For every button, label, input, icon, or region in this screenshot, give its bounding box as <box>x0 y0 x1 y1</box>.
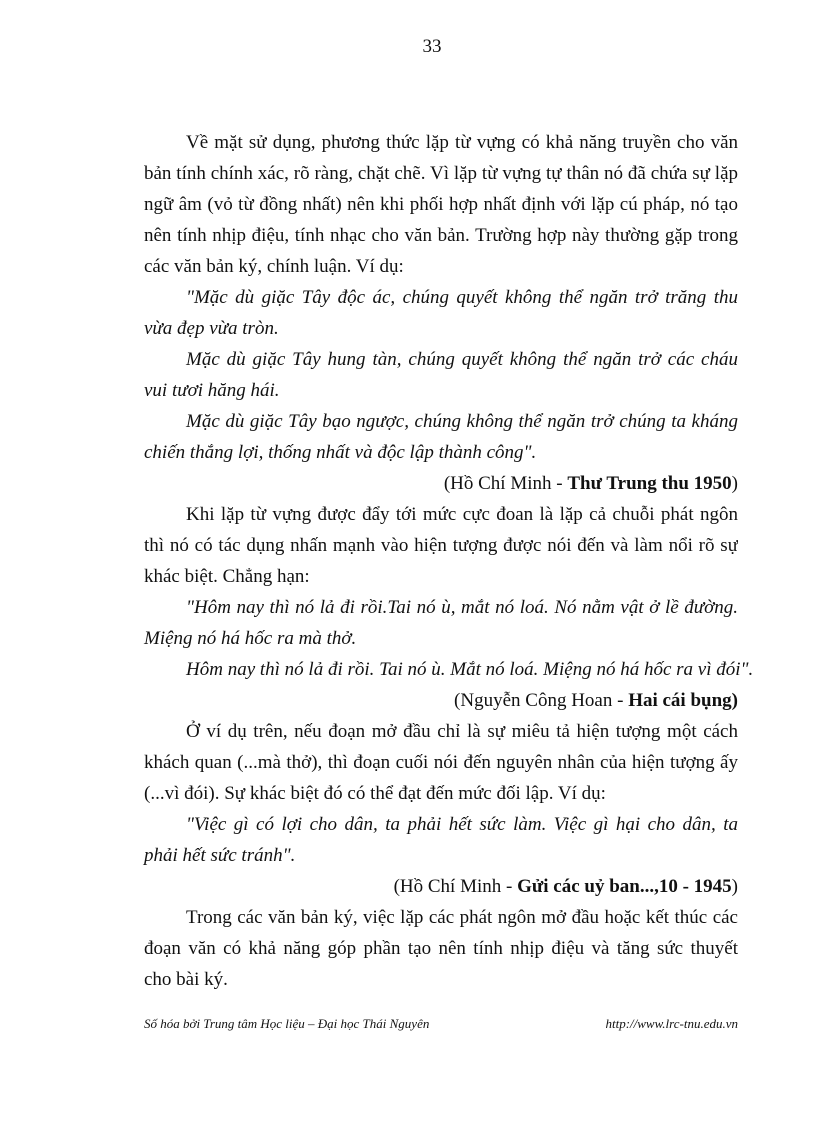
text-line: chiến thắng lợi, thống nhất và độc lập thành công". <box>144 442 537 463</box>
text-line: (...vì đói). Sự khác biệt đó có thể đạt đến mức đối lập. Ví dụ: <box>144 783 606 804</box>
paragraph <box>144 127 738 282</box>
quotation <box>144 592 738 654</box>
citation-title: Hai cái bụng) <box>628 690 738 711</box>
citation <box>144 468 738 499</box>
text-line: phải hết sức tránh". <box>144 845 296 866</box>
citation-author: (Nguyễn Công Hoan - <box>454 690 629 711</box>
text-line: Mặc dù giặc Tây hung tàn, chúng quyết không thể ngăn trở các cháu <box>186 349 738 370</box>
text-line: đoạn văn có khả năng góp phần tạo nên tính nhịp điệu và tăng sức thuyết <box>144 938 738 959</box>
quotation <box>144 282 738 344</box>
text-line: Về mặt sử dụng, phương thức lặp từ vựng có khả năng truyền cho văn <box>186 132 738 153</box>
citation <box>144 685 738 716</box>
citation-line <box>144 468 738 499</box>
citation-author: (Hồ Chí Minh - <box>443 473 568 494</box>
citation-end: ) <box>731 876 738 897</box>
text-line: "Hôm nay thì nó lả đi rồi.Tai nó ù, mắt nó loá. Nó nằm vật ở lề đường. <box>186 597 738 618</box>
text-line: Trong các văn bản ký, việc lặp các phát ngôn mở đầu hoặc kết thúc các <box>186 907 738 928</box>
paragraph <box>144 902 738 995</box>
text-line: "Mặc dù giặc Tây độc ác, chúng quyết không thể ngăn trở trăng thu <box>186 287 738 308</box>
citation <box>144 871 738 902</box>
text-line: thì nó có tác dụng nhấn mạnh vào hiện tượng được nói đến và làm nổi rõ sự <box>144 535 738 556</box>
quotation <box>144 344 738 406</box>
citation-author: (Hồ Chí Minh - <box>393 876 518 897</box>
text-line: "Việc gì có lợi cho dân, ta phải hết sức làm. Việc gì hại cho dân, ta <box>186 814 738 835</box>
text-line: khác biệt. Chẳng hạn: <box>144 566 310 587</box>
footer-url[interactable]: http://www.lrc-tnu.edu.vn <box>605 1016 738 1031</box>
quotation <box>144 654 754 685</box>
citation-line <box>144 685 738 716</box>
text-line: Khi lặp từ vựng được đẩy tới mức cực đoan là lặp cả chuỗi phát ngôn <box>186 504 738 525</box>
paragraph <box>144 716 738 809</box>
quotation <box>144 809 738 871</box>
citation-title: Gửi các uỷ ban...,10 - 1945 <box>517 876 732 897</box>
text-line: Hôm nay thì nó lả đi rồi. Tai nó ù. Mắt nó loá. Miệng nó há hốc ra vì đói". <box>186 659 754 680</box>
text-line: vừa đẹp vừa tròn. <box>144 318 279 339</box>
page-number: 33 <box>422 36 442 57</box>
document-body <box>144 127 754 995</box>
text-line: Ở ví dụ trên, nếu đoạn mở đầu chỉ là sự miêu tả hiện tượng một cách <box>186 721 738 742</box>
citation-title: Thư Trung thu 1950 <box>567 473 732 494</box>
page-footer <box>144 1016 738 1032</box>
text-line: vui tươi hăng hái. <box>144 380 280 401</box>
citation-end: ) <box>731 473 738 494</box>
citation-line <box>144 871 738 902</box>
text-line: bản tính chính xác, rõ ràng, chặt chẽ. Vì lặp từ vựng tự thân nó đã chứa sự lặp <box>144 163 738 184</box>
text-line: cho bài ký. <box>144 969 228 990</box>
text-line: các văn bản ký, chính luận. Ví dụ: <box>144 256 404 277</box>
text-line: nên tính nhịp điệu, tính nhạc cho văn bản. Trường hợp này thường gặp trong <box>144 225 738 246</box>
quotation <box>144 406 738 468</box>
paragraph <box>144 499 738 592</box>
text-line: khách quan (...mà thở), thì đoạn cuối nói đến nguyên nhân của hiện tượng ấy <box>144 752 738 773</box>
footer-source: Số hóa bởi Trung tâm Học liệu – Đại học Thái Nguyên <box>144 1016 430 1031</box>
text-line: Mặc dù giặc Tây bạo ngược, chúng không thể ngăn trở chúng ta kháng <box>186 411 738 432</box>
text-line: Miệng nó há hốc ra mà thở. <box>144 628 357 649</box>
text-line: ngữ âm (vỏ từ đồng nhất) nên khi phối hợp nhất định với lặp cú pháp, nó tạo <box>144 194 738 215</box>
